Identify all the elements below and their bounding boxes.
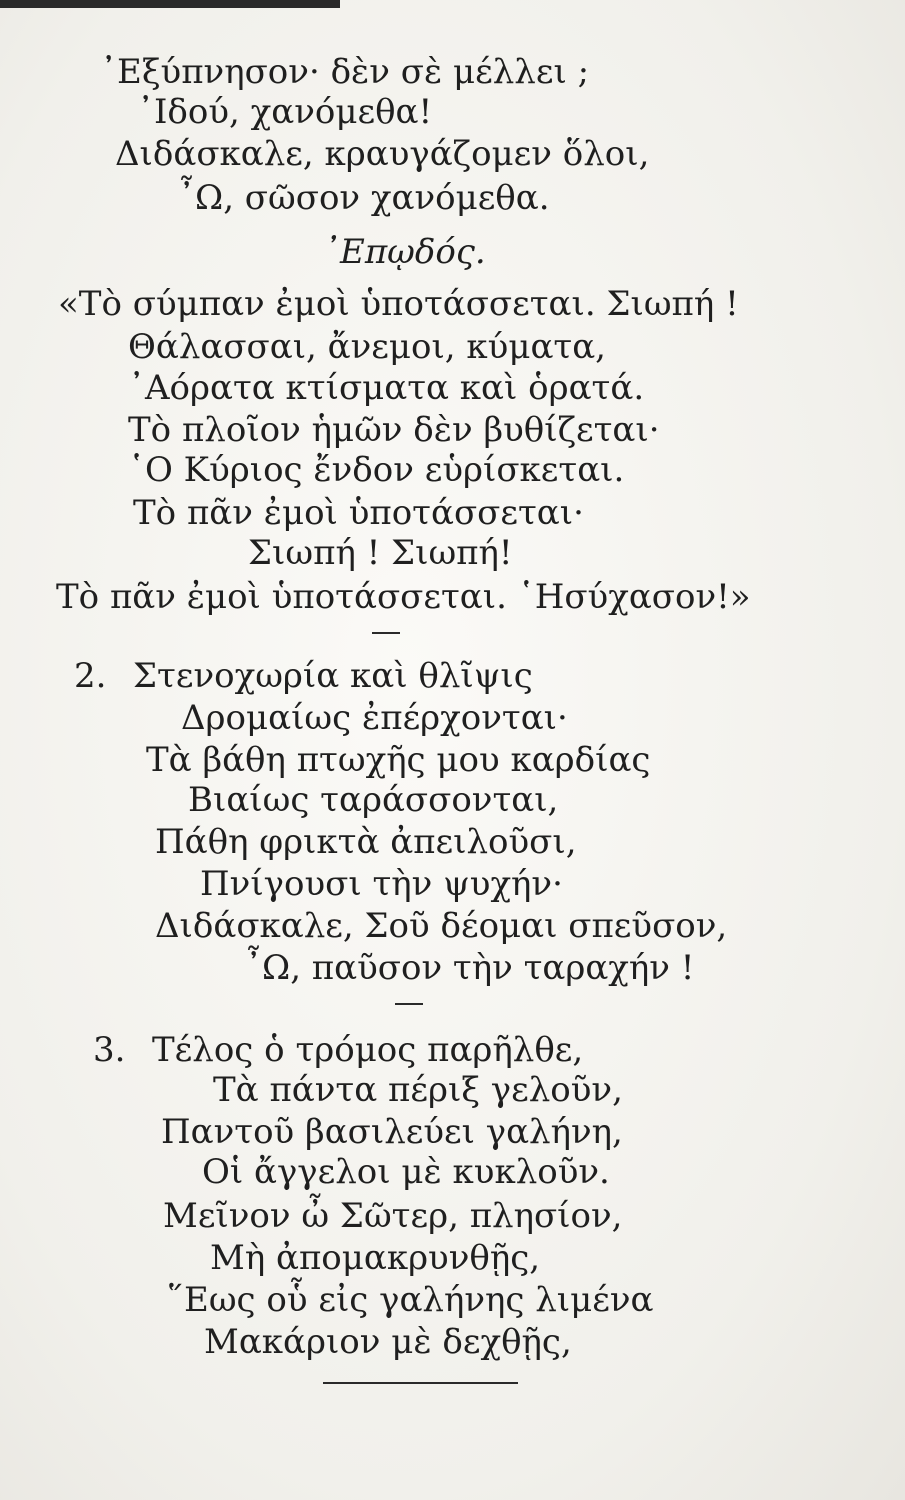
end-rule — [323, 1382, 518, 1384]
verse-line: Μακάριον μὲ δεχθῇς, — [204, 1322, 572, 1362]
verse-line: Τέλος ὁ τρόμος παρῆλθε, — [152, 1030, 584, 1070]
verse-line: Τὰ πάντα πέριξ γελοῦν, — [213, 1070, 623, 1110]
verse-line: Στενοχωρία καὶ θλῖψις — [133, 656, 533, 696]
section-divider — [395, 1003, 423, 1005]
verse-line: ῏Ω, παῦσον τὴν ταραχήν ! — [245, 948, 695, 988]
verse-line: «Τὸ σύμπαν ἐμοὶ ὑποτάσσεται. Σιωπή ! — [58, 284, 739, 324]
verse-line: Διδάσκαλε, Σοῦ δέομαι σπεῦσον, — [155, 906, 728, 946]
verse-line: ῞Εως οὗ εἰς γαλήνης λιμένα — [167, 1280, 654, 1320]
verse-line: Τὸ πλοῖον ἡμῶν δὲν βυθίζεται· — [128, 410, 660, 450]
verse-line: Θάλασσαι, ἄνεμοι, κύματα, — [128, 327, 606, 367]
verse-line: ᾿Εξύπνησον· δὲν σὲ μέλλει ; — [100, 52, 590, 92]
verse-line: Πάθη φρικτὰ ἀπειλοῦσι, — [155, 822, 577, 862]
verse-line: Μὴ ἀπομακρυνθῇς, — [210, 1238, 541, 1278]
verse-line: Πνίγουσι τὴν ψυχήν· — [200, 864, 563, 904]
refrain-title: ᾿Επῳδός. — [323, 232, 486, 272]
verse-line: ᾿Αόρατα κτίσματα καὶ ὁρατά. — [128, 368, 645, 408]
section-divider — [372, 632, 400, 634]
verse-line: ῾Ο Κύριος ἔνδον εὑρίσκεται. — [128, 450, 625, 490]
stanza-number: 3. — [93, 1030, 126, 1070]
verse-line: Τὰ βάθη πτωχῆς μου καρδίας — [146, 740, 651, 780]
verse-line: ᾿Ιδού, χανόμεθα! — [137, 92, 433, 132]
verse-line: Τὸ πᾶν ἐμοὶ ὑποτάσσεται. ῾Ησύχασον!» — [56, 577, 751, 617]
verse-line: Δρομαίως ἐπέρχονται· — [181, 698, 568, 738]
verse-line: Βιαίως ταράσσονται, — [188, 780, 559, 820]
verse-line: Διδάσκαλε, κραυγάζομεν ὅλοι, — [115, 134, 650, 174]
stanza-number: 2. — [74, 656, 107, 696]
page-top-edge — [0, 0, 340, 8]
verse-line: Παντοῦ βασιλεύει γαλήνη, — [161, 1112, 623, 1152]
verse-line: ῏Ω, σῶσον χανόμεθα. — [178, 178, 550, 218]
verse-line: Σιωπή ! Σιωπή! — [248, 533, 513, 573]
verse-line: Μεῖνον ὦ Σῶτερ, πλησίον, — [163, 1196, 623, 1236]
verse-line: Τὸ πᾶν ἐμοὶ ὑποτάσσεται· — [133, 493, 584, 533]
verse-line: Οἱ ἄγγελοι μὲ κυκλοῦν. — [202, 1152, 610, 1192]
